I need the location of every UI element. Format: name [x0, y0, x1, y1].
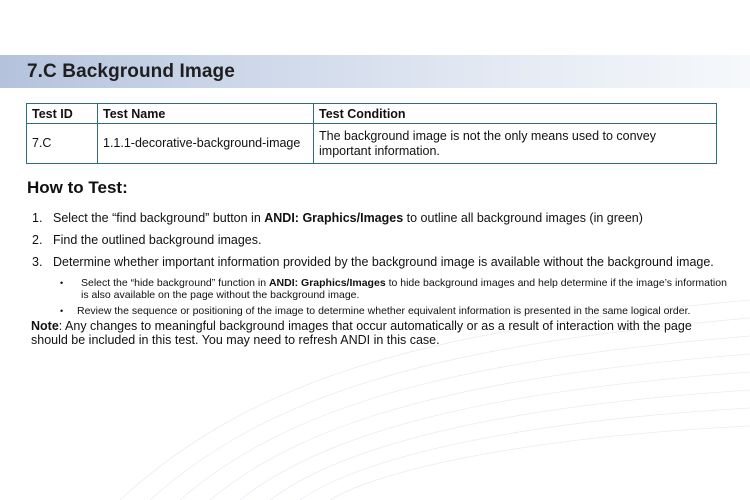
table-header-row: [27, 104, 717, 124]
step-2: [32, 233, 732, 248]
step-bold-text: ANDI: Graphics/Images: [264, 211, 404, 225]
step-3-bullets: [32, 277, 732, 317]
step-text: Select the “find background” button in: [53, 211, 265, 225]
bullet-text: to hide background images and help determine if the image’s information is also available on the page without the background image.: [81, 277, 727, 301]
header-test-condition: Test Condition: [314, 104, 717, 124]
note-paragraph: [31, 319, 731, 347]
test-table: [26, 103, 717, 164]
header-test-name: Test Name: [98, 104, 314, 124]
slide-title: 7.C Background Image: [27, 61, 235, 82]
step-1: [32, 211, 732, 226]
step-text: to outline all background images (in green): [403, 211, 643, 225]
header-test-id: Test ID: [27, 104, 98, 124]
bullet-icon: •: [60, 278, 64, 288]
step-text: Find the outlined background images.: [53, 233, 262, 247]
bullet-text: Select the “hide background” function in: [81, 277, 269, 289]
bullet-icon: •: [60, 306, 64, 316]
how-to-test-heading: How to Test:: [27, 178, 128, 197]
step-number: 3.: [32, 255, 43, 269]
cell-test-name: 1.1.1-decorative-background-image: [98, 124, 314, 164]
bullet-text: Review the sequence or positioning of the image to determine whether equivalent information is presented in the same logical order.: [77, 305, 691, 317]
step-number: 2.: [32, 233, 43, 247]
bullet-bold-text: ANDI: Graphics/Images: [268, 277, 386, 289]
step-text: Determine whether important information provided by the background image is available without the background image.: [53, 255, 714, 269]
cell-test-condition: The background image is not the only means used to convey important information.: [314, 124, 717, 164]
cell-test-id: 7.C: [27, 124, 98, 164]
note-text: : Any changes to meaningful background images that occur automatically or as a result of interaction with the page should be included in this test. You may need to refresh ANDI in this case.: [31, 319, 692, 347]
test-steps-list: [32, 211, 732, 321]
list-item: [32, 277, 732, 301]
note-label: Note: [31, 319, 59, 333]
list-item: [32, 305, 732, 317]
table-row: [27, 124, 717, 164]
step-3: [32, 255, 732, 270]
step-number: 1.: [32, 211, 43, 225]
